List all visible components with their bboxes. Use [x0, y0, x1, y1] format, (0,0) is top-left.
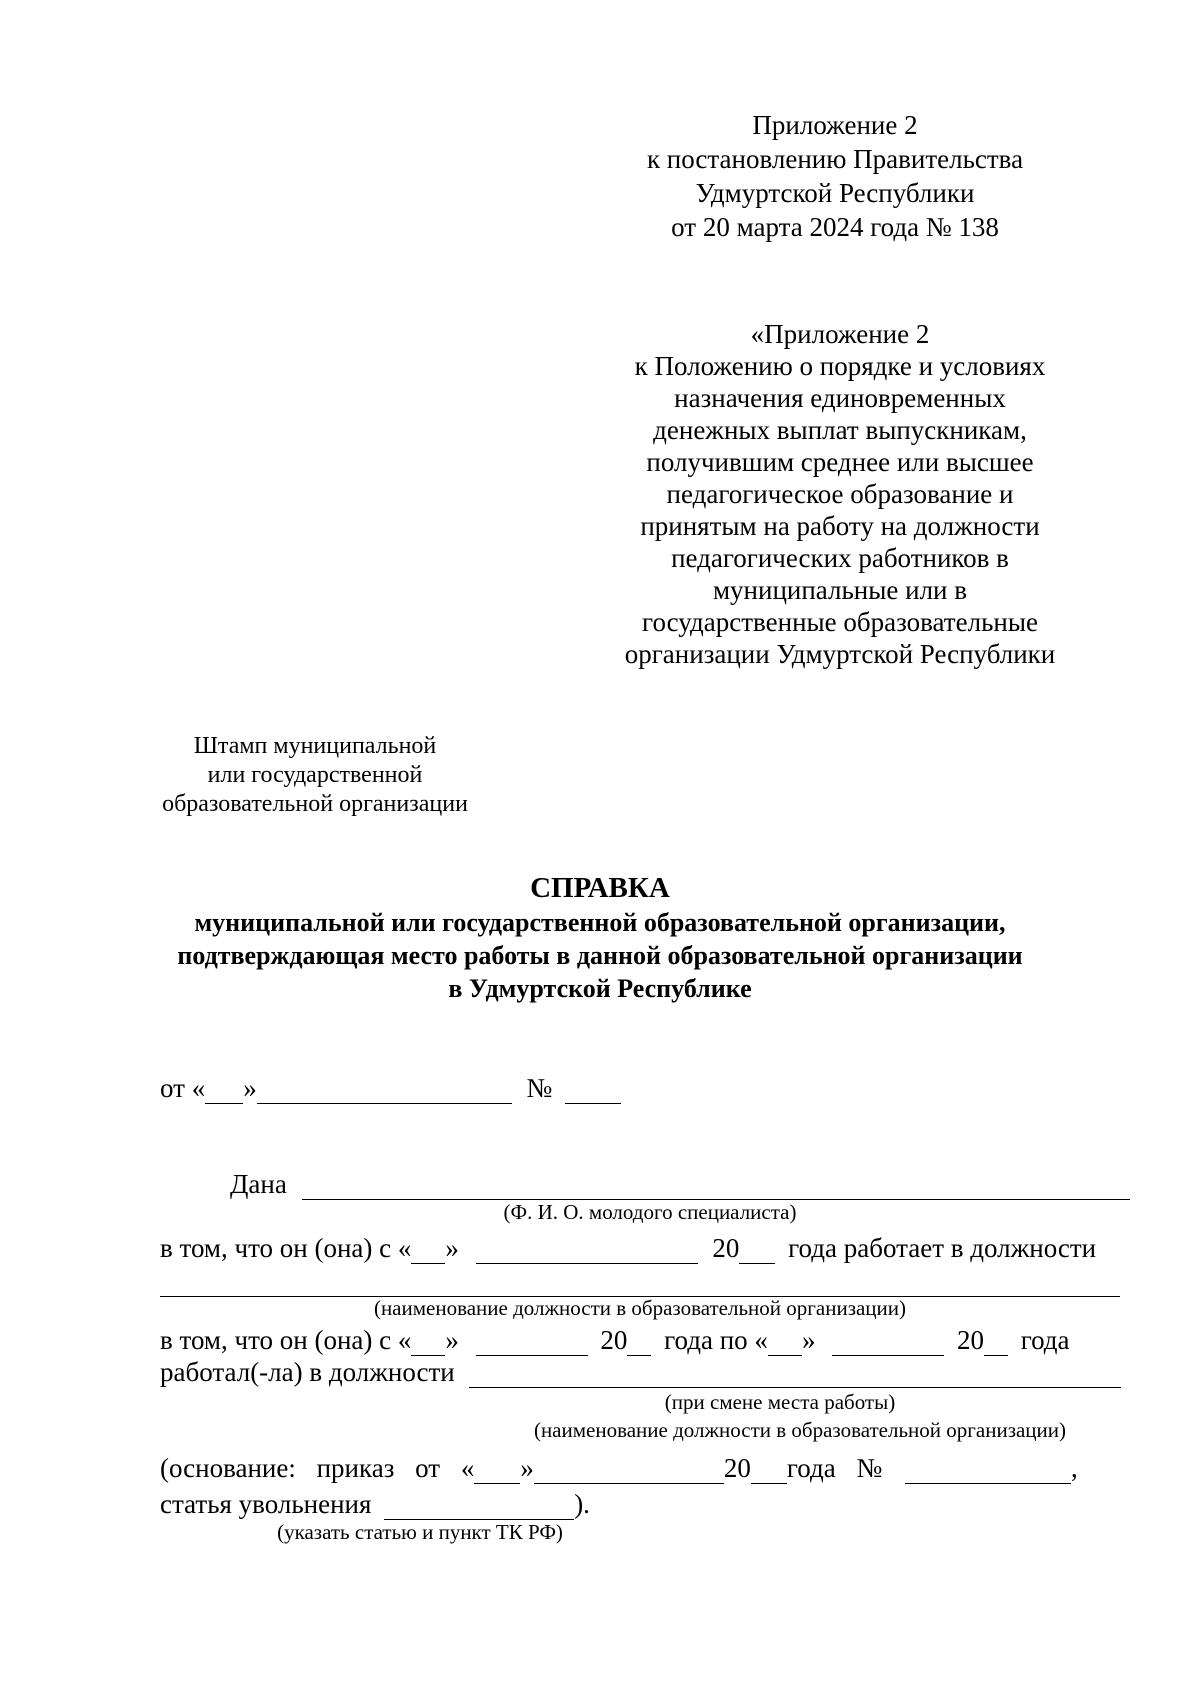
position-field-1[interactable] [160, 1270, 1120, 1297]
stamp-line: образовательной организации [162, 791, 468, 817]
worked-day-field[interactable] [411, 1329, 445, 1356]
basis-close-quote: » [520, 1453, 534, 1483]
header-line-1: Приложение 2 [752, 110, 918, 140]
worked-position-row [160, 1356, 1121, 1388]
title-subline: муниципальной или государственной образовательной организации, [194, 908, 1006, 937]
works-since-row [160, 1232, 1096, 1264]
fio-hint: (Ф. И. О. молодого специалиста) [503, 1200, 797, 1224]
title-block [100, 870, 1100, 1005]
issued-to-label: Дана [230, 1169, 287, 1199]
basis-comma: , [1070, 1453, 1078, 1483]
appendix-line: к Положению о порядке и условиях [634, 351, 1046, 381]
worked-close-quote: » [445, 1325, 459, 1355]
header-line-2: к постановлению Правительства [646, 144, 1024, 174]
worked-year1-prefix: 20 [600, 1325, 628, 1355]
appendix-line: принятым на работу на должности [640, 511, 1040, 541]
worked-to-label: года по « [664, 1325, 768, 1355]
article-hint: (указать статью и пункт ТК РФ) [277, 1520, 563, 1544]
worked-year2-field[interactable] [984, 1329, 1008, 1356]
appendix-block [620, 318, 1060, 670]
basis-number-field[interactable] [905, 1457, 1071, 1484]
title-subline: в Удмуртской Республике [448, 974, 752, 1003]
article-row [160, 1488, 590, 1520]
basis-open-quote: « [460, 1453, 475, 1483]
works-suffix: года работает в должности [788, 1233, 1097, 1263]
basis-year-field[interactable] [751, 1457, 787, 1484]
appendix-line: получившим среднее или высшее [646, 447, 1034, 477]
appendix-line: «Приложение 2 [750, 319, 930, 349]
position-hint-2: (наименование должности в образовательной организации) [533, 1418, 1067, 1442]
appendix-line: государственные образовательные [642, 607, 1038, 637]
page-title: СПРАВКА [530, 872, 670, 904]
fio-field[interactable] [302, 1173, 1130, 1200]
date-from-label: от « [160, 1073, 206, 1103]
header-block [640, 108, 1030, 244]
number-field[interactable] [565, 1077, 621, 1104]
issued-to-row [230, 1168, 1130, 1200]
stamp-block [150, 732, 480, 819]
appendix-line: денежных выплат выпускникам, [653, 415, 1027, 445]
appendix-line: педагогических работников в [671, 543, 1009, 573]
worked-month-field[interactable] [476, 1329, 588, 1356]
basis-number-label: № [856, 1453, 883, 1483]
basis-year-word: года [786, 1453, 836, 1483]
article-field[interactable] [384, 1493, 574, 1520]
basis-label: (основание: [160, 1453, 296, 1483]
basis-from: от [415, 1453, 441, 1483]
basis-year-prefix: 20 [723, 1453, 751, 1483]
worked-close-quote-2: » [801, 1325, 816, 1355]
basis-order: приказ [316, 1453, 395, 1483]
basis-day-field[interactable] [474, 1457, 520, 1484]
works-year-field[interactable] [739, 1237, 775, 1264]
stamp-line: Штамп муниципальной [193, 733, 437, 759]
day-field[interactable] [205, 1077, 243, 1104]
worked-prefix: в том, что он (она) с « [160, 1325, 412, 1355]
appendix-line: педагогическое образование и [666, 479, 1014, 509]
worked-position-label: работал(-ла) в должности [160, 1357, 455, 1387]
month-field[interactable] [257, 1077, 512, 1104]
works-prefix: в том, что он (она) с « [160, 1233, 412, 1263]
basis-month-field[interactable] [534, 1457, 724, 1484]
works-close-quote: » [445, 1233, 459, 1263]
works-year-prefix: 20 [712, 1233, 740, 1263]
basis-row [160, 1452, 1078, 1484]
appendix-line: организации Удмуртской Республики [624, 639, 1056, 669]
article-close: ). [574, 1489, 590, 1519]
stamp-line: или государственной [207, 762, 423, 788]
worked-period-row [160, 1324, 1070, 1356]
worked-year-word: года [1020, 1325, 1070, 1355]
worked-to-month-field[interactable] [832, 1329, 944, 1356]
change-hint: (при смене места работы) [664, 1390, 896, 1414]
worked-to-day-field[interactable] [768, 1329, 802, 1356]
worked-year1-field[interactable] [627, 1329, 651, 1356]
works-month-field[interactable] [476, 1237, 698, 1264]
appendix-line: муниципальные или в [712, 575, 968, 605]
title-subline: подтверждающая место работы в данной образовательной организации [177, 941, 1023, 970]
position-hint-1: (наименование должности в образовательной организации) [373, 1296, 907, 1320]
worked-position-field[interactable] [469, 1361, 1121, 1388]
date-number-row [160, 1072, 621, 1104]
header-line-3: Удмуртской Республики [695, 178, 975, 208]
appendix-line: назначения единовременных [674, 383, 1006, 413]
worked-year2-prefix: 20 [956, 1325, 984, 1355]
works-day-field[interactable] [411, 1237, 445, 1264]
date-close-quote: » [243, 1073, 257, 1103]
number-label: № [526, 1073, 553, 1103]
position-line-1 [160, 1270, 1120, 1297]
header-line-4: от 20 марта 2024 года № 138 [671, 212, 999, 242]
article-label: статья увольнения [160, 1489, 372, 1519]
